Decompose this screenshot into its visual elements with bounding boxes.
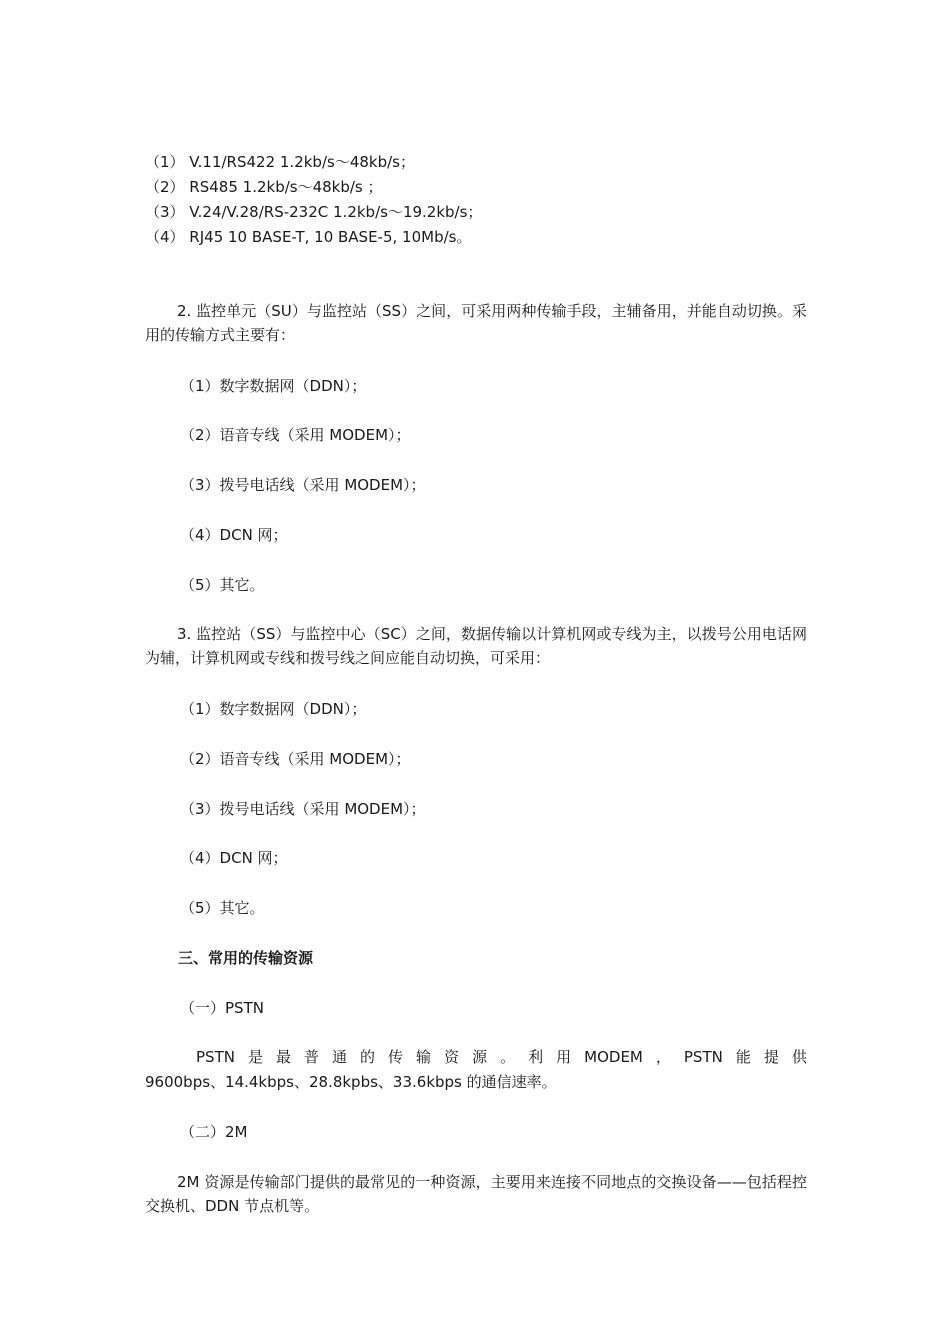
pstn-subheading: （一）PSTN (180, 999, 264, 1017)
section3-item: （2）语音专线（采用 MODEM）； (180, 750, 411, 768)
section2-item: （5）其它。 (180, 576, 265, 594)
word: 最 (275, 1048, 291, 1066)
word: ， (655, 1048, 671, 1066)
section3-paragraph: 3. 监控站（SS）与监控中心（SC）之间，数据传输以计算机网或专线为主，以拨号公用电话网为辅，计算机网或专线和拨号线之间应能自动切换，可采用： (145, 625, 807, 667)
twom-subheading: （二）2M (180, 1123, 248, 1141)
word: 传 (388, 1048, 404, 1066)
interface-item: （1） V.11/RS422 1.2kb/s～48kb/s； (145, 153, 415, 171)
word: 利 (528, 1048, 544, 1066)
word: 的 (360, 1048, 376, 1066)
word: 资 (444, 1048, 460, 1066)
interface-item: （3） V.24/V.28/RS-232C 1.2kb/s～19.2kb/s； (145, 203, 483, 221)
word: 通 (332, 1048, 348, 1066)
section-heading: 三、常用的传输资源 (178, 949, 314, 967)
word: 普 (303, 1048, 319, 1066)
pstn-spread-line (196, 1045, 807, 1069)
word: 提 (763, 1048, 779, 1066)
section3-item: （3）拨号电话线（采用 MODEM）； (180, 800, 426, 818)
word: 供 (791, 1048, 807, 1066)
twom-paragraph: 2M 资源是传输部门提供的最常见的一种资源，主要用来连接不同地点的交换设备——包括程控交换机、DDN 节点机等。 (145, 1173, 807, 1215)
word: 。 (500, 1048, 516, 1066)
word: 用 (556, 1048, 572, 1066)
word: 是 (247, 1048, 263, 1066)
section2-item: （4）DCN 网； (180, 526, 288, 544)
word: 源 (472, 1048, 488, 1066)
word: MODEM (584, 1048, 643, 1066)
word: PSTN (196, 1048, 235, 1066)
section2-item: （1）数字数据网（DDN）； (180, 377, 367, 395)
word: 能 (735, 1048, 751, 1066)
interface-item: （2） RS485 1.2kb/s～48kb/s ； (145, 178, 383, 196)
word: PSTN (683, 1048, 723, 1066)
section3-item: （5）其它。 (180, 899, 265, 917)
section3-item: （4）DCN 网； (180, 849, 288, 867)
section2-item: （2）语音专线（采用 MODEM）； (180, 426, 411, 444)
section3-item: （1）数字数据网（DDN）； (180, 700, 367, 718)
pstn-line2: 9600bps、14.4kbps、28.8kpbs、33.6kbps 的通信速率。 (145, 1073, 557, 1091)
section2-paragraph: 2. 监控单元（SU）与监控站（SS）之间，可采用两种传输手段，主辅备用，并能自动切换。采用的传输方式主要有： (145, 302, 807, 344)
word: 输 (416, 1048, 432, 1066)
interface-item: （4） RJ45 10 BASE-T, 10 BASE-5, 10Mb/s。 (145, 228, 472, 246)
section2-item: （3）拨号电话线（采用 MODEM）； (180, 476, 426, 494)
